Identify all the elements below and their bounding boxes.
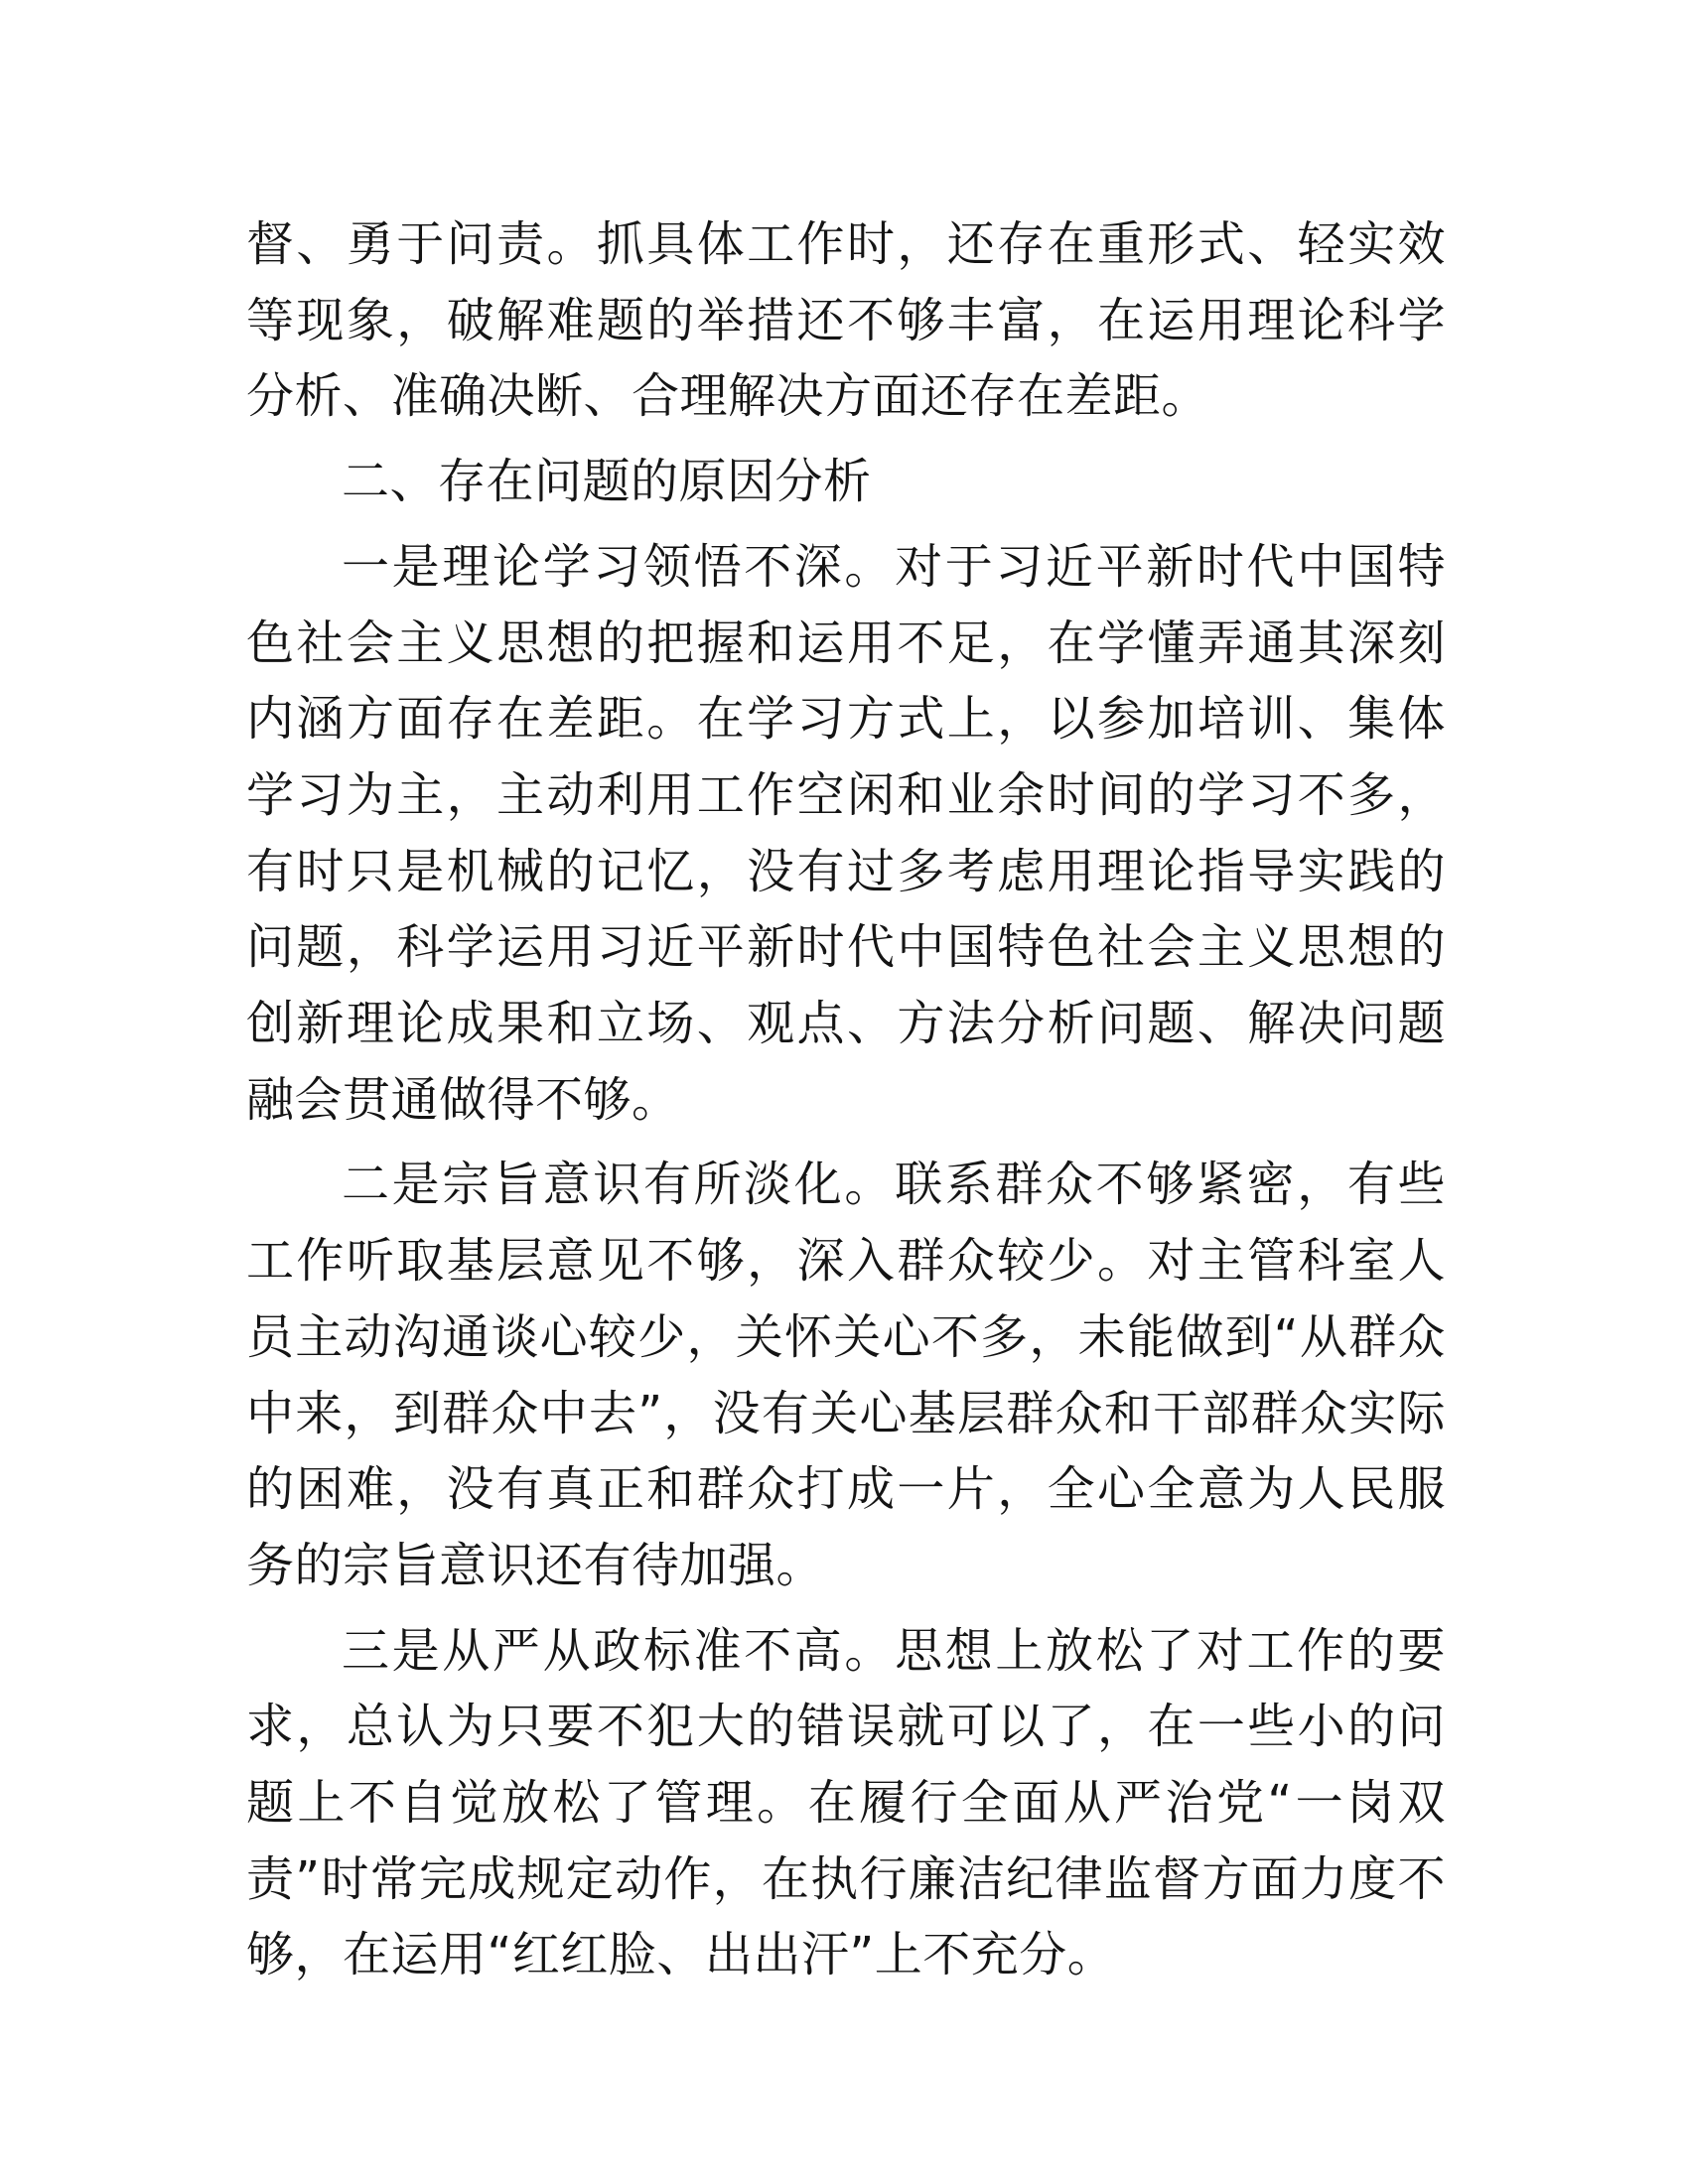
text-line: 工作空闲和业余时间的学习不多，有时只是机械的记忆，没有 bbox=[246, 766, 1446, 899]
text-line: 特色社会主义思想的创新理论成果和立场、观点、方法分析问 bbox=[246, 919, 1446, 1052]
text-line: 取基层意见不够，深入群众较少。对主管科室人员主动沟通谈 bbox=[246, 1233, 1446, 1365]
paragraph-reason-3 bbox=[246, 1613, 1446, 1994]
text-line: 象，破解难题的举措还不够丰富，在运用理论科学分析、准确 bbox=[246, 292, 1446, 425]
heading-text: 二、存在问题的原因分析 bbox=[342, 454, 872, 510]
paragraph-continuation bbox=[246, 206, 1446, 435]
paragraph-reason-2 bbox=[246, 1147, 1446, 1603]
section-heading bbox=[246, 444, 1446, 520]
paragraph-reason-1 bbox=[246, 529, 1446, 1139]
text-line: 去”，没有关心基层群众和干部群众实际的困难，没有真正和 bbox=[246, 1385, 1446, 1518]
text-line: 出汗”上不充分。 bbox=[753, 1927, 1116, 1983]
text-line: 心较少，关怀关心不多，未能做到“从群众中来，到群众中 bbox=[246, 1308, 1446, 1441]
document-body bbox=[246, 206, 1446, 2002]
text-line: 松了管理。在履行全面从严治党“一岗双责”时常完成规定动 bbox=[246, 1775, 1446, 1907]
text-line: 题、解决问题融会贯通做得不够。 bbox=[246, 996, 1446, 1128]
text-line: 决断、合理解决方面还存在差距。 bbox=[487, 368, 1210, 425]
text-line: 作，在执行廉洁纪律监督方面力度不够，在运用“红红脸、出 bbox=[246, 1850, 1446, 1983]
text-line: 差距。在学习方式上，以参加培训、集体学习为主，主动利用 bbox=[246, 691, 1446, 823]
text-line: 督、勇于问责。抓具体工作时，还存在重形式、轻实效等现 bbox=[246, 216, 1446, 348]
text-line: 过多考虑用理论指导实践的问题，科学运用习近平新时代中国 bbox=[246, 843, 1446, 976]
text-line: 一是理论学习领悟不深。对于习近平新时代中国特色社会 bbox=[246, 538, 1446, 671]
text-line: 三是从严从政标准不高。思想上放松了对工作的要求，总 bbox=[246, 1622, 1446, 1755]
text-line: 二是宗旨意识有所淡化。联系群众不够紧密，有些工作听 bbox=[246, 1157, 1446, 1290]
text-line: 认为只要不犯大的错误就可以了，在一些小的问题上不自觉放 bbox=[246, 1699, 1446, 1832]
text-line: 群众打成一片，全心全意为人民服务的宗旨意识还有待加强。 bbox=[246, 1461, 1446, 1593]
text-line: 主义思想的把握和运用不足，在学懂弄通其深刻内涵方面存在 bbox=[246, 614, 1446, 748]
